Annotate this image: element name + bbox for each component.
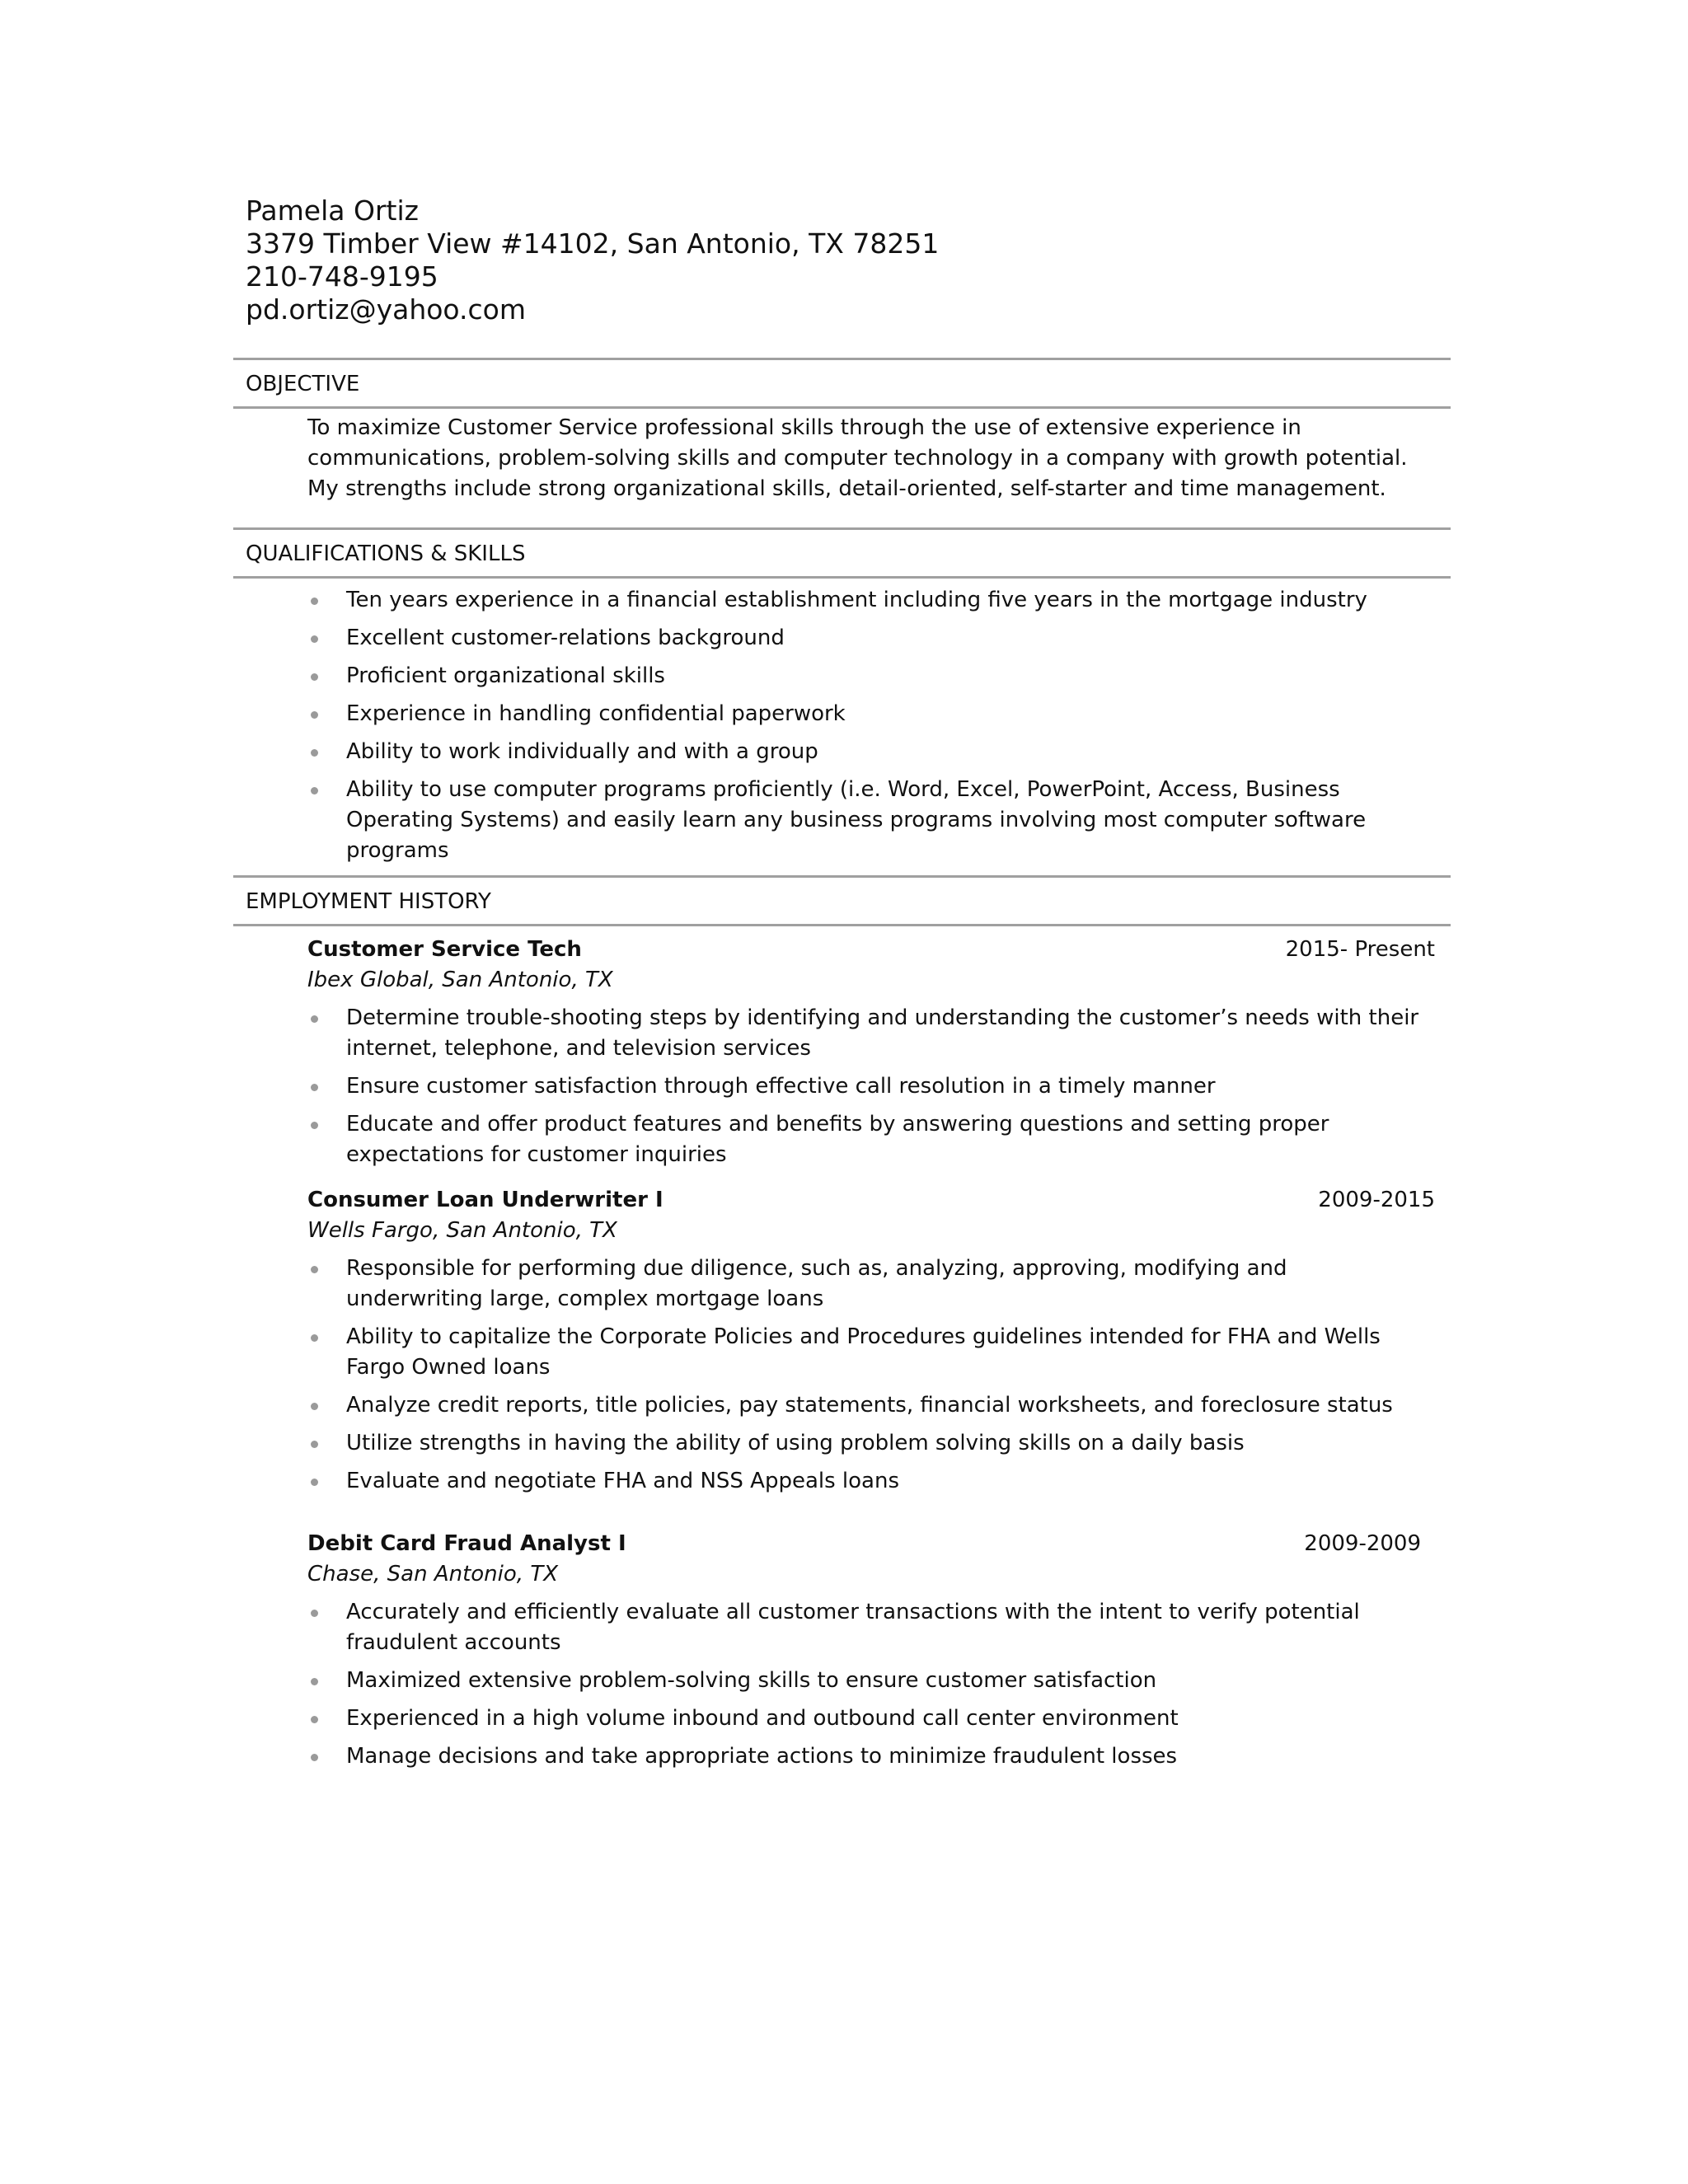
- qualification-text: Ability to work individually and with a group: [346, 739, 818, 764]
- job-duties-list: [307, 1597, 1445, 1772]
- job-duty-text: Evaluate and negotiate FHA and NSS Appeals loans: [346, 1469, 900, 1493]
- job-duty-text: Responsible for performing due diligence, such as, analyzing, approving, modifying and underwriting large, complex mortgage loans: [346, 1256, 1287, 1311]
- list-item: [307, 661, 1445, 691]
- qualification-text: Experience in handling confidential paperwork: [346, 701, 846, 726]
- job-duty-text: Determine trouble-shooting steps by identifying and understanding the customer’s needs with their internet, telephone, and television services: [346, 1005, 1419, 1061]
- qualifications-heading: QUALIFICATIONS & SKILLS: [246, 541, 526, 566]
- job-header: [307, 1185, 1445, 1216]
- objective-line: To maximize Customer Service professional skills through the use of extensive experience in: [307, 415, 1301, 440]
- list-item: [307, 1254, 1445, 1315]
- list-item: [307, 737, 1445, 767]
- bullet-icon: [311, 1716, 318, 1723]
- list-item: [307, 1390, 1445, 1421]
- objective-heading: OBJECTIVE: [246, 372, 360, 396]
- list-item: [307, 1428, 1445, 1459]
- list-item: [307, 585, 1445, 616]
- bullet-icon: [311, 1479, 318, 1486]
- applicant-phone: 210-748-9195: [246, 260, 438, 293]
- job-header: [307, 1529, 1445, 1559]
- objective-heading-bar: [233, 358, 1451, 409]
- job-duty-text: Ability to capitalize the Corporate Policies and Procedures guidelines intended for FHA and Wells Fargo Owned loans: [346, 1324, 1381, 1380]
- list-item: [307, 1666, 1445, 1696]
- qualification-text: Excellent customer-relations background: [346, 626, 785, 650]
- list-item: [307, 699, 1445, 729]
- bullet-icon: [311, 749, 318, 757]
- job-duty-text: Educate and offer product features and benefits by answering questions and setting proper expectations for customer inquiries: [346, 1112, 1329, 1167]
- job-duty-text: Experienced in a high volume inbound and outbound call center environment: [346, 1706, 1179, 1731]
- bullet-icon: [311, 1441, 318, 1448]
- job-duties-list: [307, 1254, 1445, 1497]
- contact-header: [246, 194, 939, 326]
- list-item: [307, 623, 1445, 654]
- bullet-icon: [311, 1678, 318, 1685]
- job-entry: [307, 1529, 1445, 1779]
- applicant-name: Pamela Ortiz: [246, 194, 419, 227]
- qualifications-heading-bar: [233, 527, 1451, 579]
- job-dates: 2009-2015: [1318, 1188, 1435, 1212]
- qualifications-body: [307, 585, 1445, 874]
- list-item: [307, 775, 1445, 866]
- qualification-text: Ten years experience in a financial establishment including five years in the mortgage industry: [346, 588, 1367, 612]
- job-header: [307, 935, 1445, 965]
- bullet-icon: [311, 635, 318, 643]
- qualification-text: Proficient organizational skills: [346, 663, 665, 688]
- job-duty-text: Maximized extensive problem-solving skills to ensure customer satisfaction: [346, 1668, 1157, 1693]
- bullet-icon: [311, 1610, 318, 1617]
- bullet-icon: [311, 598, 318, 605]
- job-company: Chase, San Antonio, TX: [307, 1562, 559, 1586]
- bullet-icon: [311, 1754, 318, 1761]
- objective-line: My strengths include strong organizational skills, detail-oriented, self-starter and time management.: [307, 476, 1386, 501]
- list-item: [307, 1597, 1445, 1658]
- job-title: Customer Service Tech: [307, 937, 582, 962]
- job-duty-text: Analyze credit reports, title policies, pay statements, financial worksheets, and foreclosure status: [346, 1393, 1393, 1418]
- job-dates: 2009-2009: [1304, 1531, 1421, 1556]
- employment-heading: EMPLOYMENT HISTORY: [246, 889, 491, 914]
- job-title: Consumer Loan Underwriter I: [307, 1188, 663, 1212]
- job-duty-text: Ensure customer satisfaction through effective call resolution in a timely manner: [346, 1074, 1216, 1099]
- job-company: Ibex Global, San Antonio, TX: [307, 968, 613, 992]
- bullet-icon: [311, 1084, 318, 1091]
- list-item: [307, 1466, 1445, 1497]
- applicant-email: pd.ortiz@yahoo.com: [246, 293, 527, 326]
- qualification-text: Ability to use computer programs proficiently (i.e. Word, Excel, PowerPoint, Access, Business Operating Systems) and easily learn any business programs involving most computer software programs: [346, 777, 1367, 863]
- job-duty-text: Accurately and efficiently evaluate all customer transactions with the intent to verify potential fraudulent accounts: [346, 1600, 1360, 1655]
- list-item: [307, 1322, 1445, 1383]
- list-item: [307, 1109, 1445, 1170]
- employment-heading-bar: [233, 875, 1451, 926]
- job-dates: 2015- Present: [1285, 937, 1435, 962]
- bullet-icon: [311, 787, 318, 794]
- applicant-address: 3379 Timber View #14102, San Antonio, TX 78251: [246, 227, 940, 260]
- job-duty-text: Utilize strengths in having the ability of using problem solving skills on a daily basis: [346, 1431, 1245, 1455]
- list-item: [307, 1741, 1445, 1772]
- job-duty-text: Manage decisions and take appropriate actions to minimize fraudulent losses: [346, 1744, 1178, 1769]
- bullet-icon: [311, 1403, 318, 1410]
- objective-body: [307, 413, 1445, 504]
- job-company: Wells Fargo, San Antonio, TX: [307, 1218, 617, 1243]
- bullet-icon: [311, 1334, 318, 1342]
- job-title: Debit Card Fraud Analyst I: [307, 1531, 626, 1556]
- objective-line: communications, problem-solving skills and computer technology in a company with growth potential.: [307, 446, 1408, 471]
- bullet-icon: [311, 1015, 318, 1023]
- list-item: [307, 1003, 1445, 1064]
- list-item: [307, 1704, 1445, 1734]
- job-entry: [307, 1185, 1445, 1504]
- bullet-icon: [311, 1266, 318, 1273]
- job-duties-list: [307, 1003, 1445, 1170]
- bullet-icon: [311, 711, 318, 719]
- qualifications-list: [307, 585, 1445, 866]
- bullet-icon: [311, 1122, 318, 1129]
- job-entry: [307, 935, 1445, 1178]
- list-item: [307, 1071, 1445, 1102]
- bullet-icon: [311, 673, 318, 681]
